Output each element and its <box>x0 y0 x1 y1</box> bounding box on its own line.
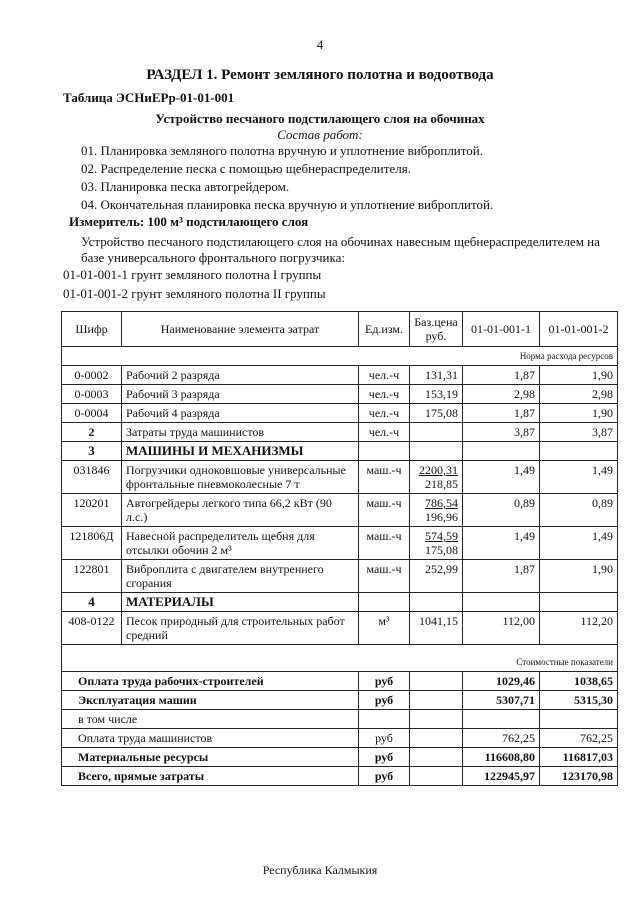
row-code: 0-0004 <box>62 404 122 423</box>
variant-item: 01-01-001-1 грунт земляного полотна I группы <box>63 267 322 282</box>
row-name: Песок природный для строительных работ средний <box>122 612 359 645</box>
section-title: РАЗДЕЛ 1. Ремонт земляного полотна и водоотвода <box>146 67 494 83</box>
row-name: Погрузчики одноковшовые универсальные фронтальные пневмоколесные 7 т <box>122 461 359 494</box>
total-v1: 5307,71 <box>463 691 540 710</box>
price-underlined: 786,54 <box>425 496 458 510</box>
cost-label: Стоимостные показатели <box>62 645 618 672</box>
total-v1: 762,25 <box>463 729 540 748</box>
table-row <box>62 612 618 645</box>
cost-label-row <box>62 645 618 672</box>
measure-unit: Измеритель: 100 м³ подстилающего слоя <box>69 214 309 229</box>
row-unit: чел.-ч <box>359 385 410 404</box>
row-v1: 0,89 <box>463 494 540 527</box>
total-unit: руб <box>359 767 410 786</box>
row-price: 153,19 <box>410 385 463 404</box>
row-price: 175,08 <box>410 404 463 423</box>
price-underlined: 574,59 <box>425 529 458 543</box>
row-v2: 112,20 <box>540 612 618 645</box>
section-name: МАШИНЫ И МЕХАНИЗМЫ <box>122 442 359 461</box>
row-name: Рабочий 4 разряда <box>122 404 359 423</box>
row-name: Затраты труда машинистов <box>122 423 359 442</box>
total-name: Всего, прямые затраты <box>62 767 359 786</box>
row-v2: 1,90 <box>540 404 618 423</box>
row-unit: маш.-ч <box>359 527 410 560</box>
row-v2: 1,90 <box>540 560 618 593</box>
table-row <box>62 404 618 423</box>
row-unit: маш.-ч <box>359 461 410 494</box>
row-price: 131,31 <box>410 366 463 385</box>
price-second: 218,85 <box>425 477 458 491</box>
work-description: Устройство песчаного подстилающего слоя на обочинах навесным щебнераспределителем на базе универсального фронтального погрузчика: <box>81 234 600 265</box>
footer-region: Республика Калмыкия <box>262 863 378 877</box>
row-unit: чел.-ч <box>359 366 410 385</box>
table-row <box>62 560 618 593</box>
row-unit: чел.-ч <box>359 423 410 442</box>
row-unit: чел.-ч <box>359 404 410 423</box>
row-name: Автогрейдеры легкого типа 66,2 кВт (90 л.с.) <box>122 494 359 527</box>
header-price: Баз.цена руб. <box>410 312 463 347</box>
row-code: 031846 <box>62 461 122 494</box>
row-v1: 3,87 <box>463 423 540 442</box>
total-v1: 1029,46 <box>463 672 540 691</box>
norm-label: Норма расхода ресурсов <box>62 347 618 366</box>
section-code: 4 <box>62 593 122 612</box>
row-v1: 2,98 <box>463 385 540 404</box>
table-header-row <box>62 312 618 347</box>
price-underlined: 2200,31 <box>419 463 458 477</box>
total-unit <box>359 710 410 729</box>
row-v1: 1,49 <box>463 461 540 494</box>
row-v1: 1,87 <box>463 404 540 423</box>
row-unit: маш.-ч <box>359 494 410 527</box>
header-code: Шифр <box>62 312 122 347</box>
row-unit: маш.-ч <box>359 560 410 593</box>
section-row-machines <box>62 442 618 461</box>
table-row <box>62 527 618 560</box>
row-name: Рабочий 2 разряда <box>122 366 359 385</box>
page-number: 4 <box>316 37 324 52</box>
row-v1: 1,49 <box>463 527 540 560</box>
total-v2: 5315,30 <box>540 691 618 710</box>
total-row <box>62 767 618 786</box>
total-unit: руб <box>359 672 410 691</box>
row-name: Рабочий 3 разряда <box>122 385 359 404</box>
row-code: 120201 <box>62 494 122 527</box>
row-v2: 0,89 <box>540 494 618 527</box>
row-name: Навесной распределитель щебня для отсылки обочин 2 м³ <box>122 527 359 560</box>
row-price <box>410 423 463 442</box>
row-code: 121806Д <box>62 527 122 560</box>
total-unit: руб <box>359 729 410 748</box>
row-code: 0-0002 <box>62 366 122 385</box>
work-item: 01. Планировка земляного полотна вручную и уплотнение виброплитой. <box>81 143 483 158</box>
total-v1 <box>463 710 540 729</box>
variant-item: 01-01-001-2 грунт земляного полотна II группы <box>63 286 326 301</box>
total-v2: 762,25 <box>540 729 618 748</box>
row-v1: 1,87 <box>463 366 540 385</box>
total-name: в том числе <box>62 710 359 729</box>
section-code: 3 <box>62 442 122 461</box>
table-row <box>62 494 618 527</box>
row-v1: 112,00 <box>463 612 540 645</box>
price-second: 175,08 <box>425 543 458 557</box>
total-name: Оплата труда машинистов <box>62 729 359 748</box>
section-name: МАТЕРИАЛЫ <box>122 593 359 612</box>
row-code: 408-0122 <box>62 612 122 645</box>
header-variant-1: 01-01-001-1 <box>463 312 540 347</box>
total-row <box>62 729 618 748</box>
work-item: 04. Окончательная планировка песка вручную и уплотнение виброплитой. <box>81 197 494 212</box>
row-price <box>410 527 463 560</box>
work-item: 02. Распределение песка с помощью щебнераспределителя. <box>81 161 411 176</box>
total-v2: 116817,03 <box>540 748 618 767</box>
row-v2: 1,49 <box>540 461 618 494</box>
table-number: Таблица ЭСНиЕРр-01-01-001 <box>63 90 235 105</box>
header-variant-2: 01-01-001-2 <box>540 312 618 347</box>
total-name: Материальные ресурсы <box>62 748 359 767</box>
total-unit: руб <box>359 691 410 710</box>
row-price: 1041,15 <box>410 612 463 645</box>
total-row <box>62 672 618 691</box>
price-second: 196,96 <box>425 510 458 524</box>
total-name: Оплата труда рабочих-строителей <box>62 672 359 691</box>
total-v1: 122945,97 <box>463 767 540 786</box>
header-unit: Ед.изм. <box>359 312 410 347</box>
row-v2: 2,98 <box>540 385 618 404</box>
table-row <box>62 366 618 385</box>
total-row <box>62 691 618 710</box>
total-unit: руб <box>359 748 410 767</box>
machinists-row <box>62 423 618 442</box>
row-price <box>410 461 463 494</box>
row-price: 252,99 <box>410 560 463 593</box>
row-code: 2 <box>62 423 122 442</box>
total-row <box>62 710 618 729</box>
row-code: 122801 <box>62 560 122 593</box>
row-code: 0-0003 <box>62 385 122 404</box>
total-v2 <box>540 710 618 729</box>
table-row <box>62 385 618 404</box>
total-v1: 116608,80 <box>463 748 540 767</box>
table-row <box>62 461 618 494</box>
row-price <box>410 494 463 527</box>
row-unit: м³ <box>359 612 410 645</box>
resource-table <box>61 311 618 786</box>
header-name: Наименование элемента затрат <box>122 312 359 347</box>
row-v2: 1,49 <box>540 527 618 560</box>
total-name: Эксплуатация машин <box>62 691 359 710</box>
row-v2: 3,87 <box>540 423 618 442</box>
total-row <box>62 748 618 767</box>
row-v2: 1,90 <box>540 366 618 385</box>
section-row-materials <box>62 593 618 612</box>
work-item: 03. Планировка песка автогрейдером. <box>81 179 290 194</box>
row-name: Виброплита с двигателем внутреннего сгорания <box>122 560 359 593</box>
total-v2: 123170,98 <box>540 767 618 786</box>
norm-row <box>62 347 618 366</box>
total-v2: 1038,65 <box>540 672 618 691</box>
row-v1: 1,87 <box>463 560 540 593</box>
table-subtitle: Устройство песчаного подстилающего слоя на обочинах <box>155 111 485 126</box>
work-composition-label: Состав работ: <box>277 127 363 142</box>
